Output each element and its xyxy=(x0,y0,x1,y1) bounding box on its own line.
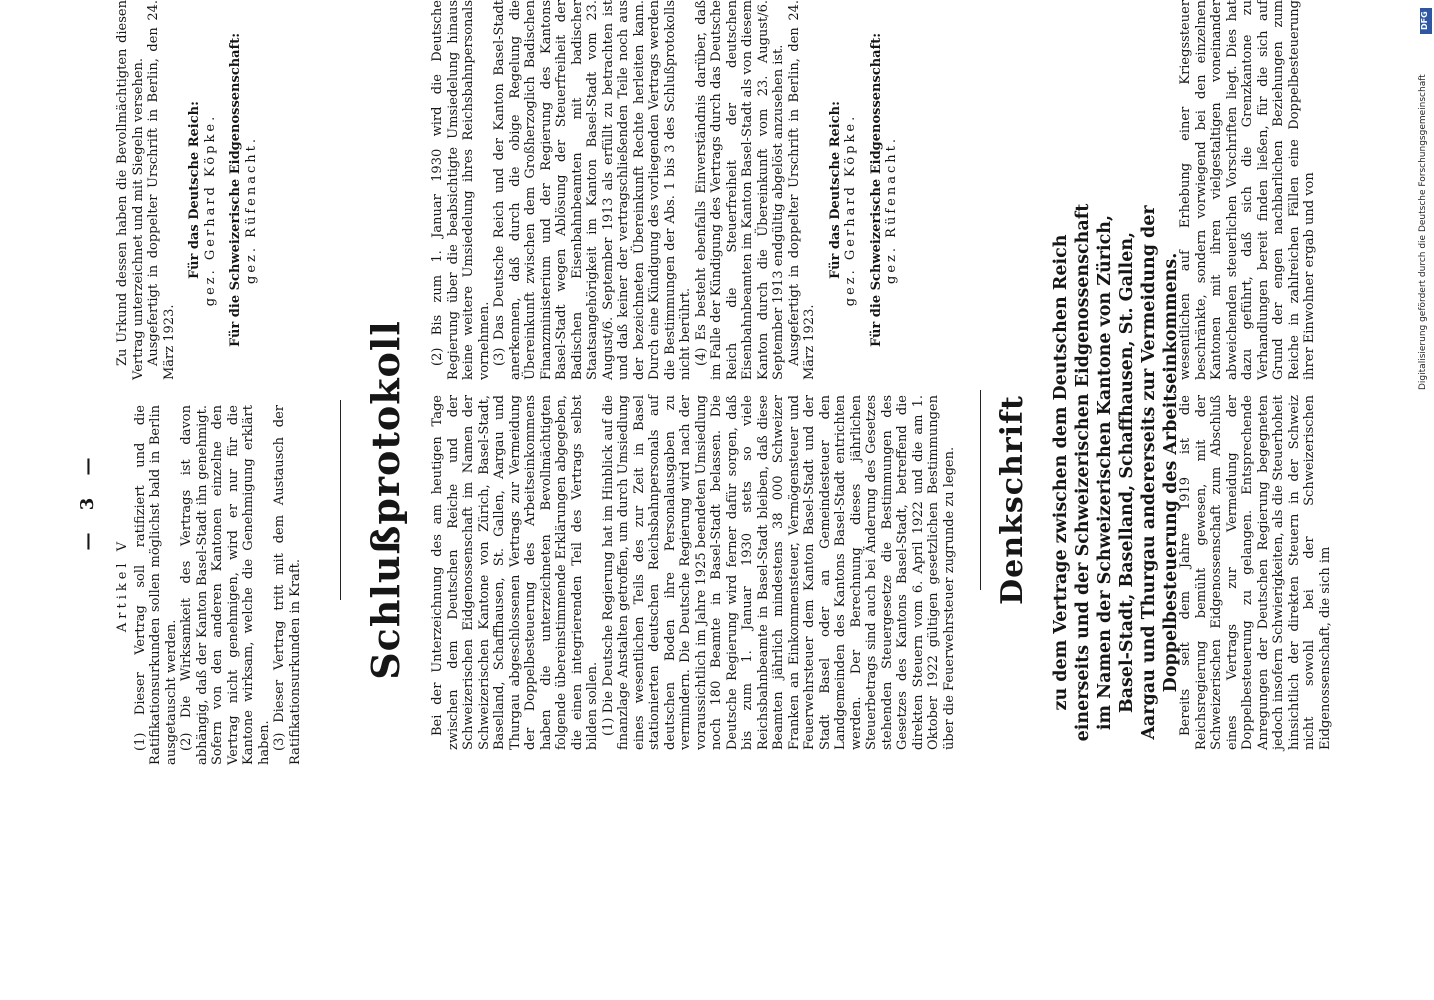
protocol-paragraph: (4) Es besteht ebenfalls Einverständnis darüber, daß im Falle der Kündigung des Vertrags durch das Deutsche Reich die Steuerfreiheit der deutschen Eisenbahnbeamten im Kanton Basel-Stadt als von diesem Kanton durch die Übereinkunft vom 23. August/6. September 1913 endgültig abgelöst anzusehen ist. xyxy=(693,0,786,380)
artikel-paragraph: (1) Dieser Vertrag soll ratifiziert und die Ratifikationsurkunden sollen möglichst bald in Berlin ausgetauscht werden. xyxy=(132,405,179,765)
signatory-title: Für das Deutsche Reich: xyxy=(827,101,843,279)
urkund-text: Zu Urkund dessen haben die Bevollmächtigten diesen Vertrag unterzeichnet und mit Siegeln versehen. xyxy=(115,0,146,380)
artikel-paragraph: (3) Dieser Vertrag tritt mit dem Austausch der Ratifikationsurkunden in Kraft. xyxy=(272,405,303,765)
protocol-paragraph: (3) Das Deutsche Reich und der Kanton Basel-Stadt anerkennen, daß durch die obige Regelung die Übereinkunft zwischen dem Großherzoglich Badischen Finanzministerium und der Regierung des Kantons Basel-Stadt wegen Ablösung der Steuerfreiheit der Badischen Eisenbahnbeamten mit badischer Staatsangehörigkeit im Kanton Basel-Stadt vom 23. August/6. September 1913 als erfüllt zu betrachten ist und daß keiner der vertragschließenden Teile noch aus der bezeichneten Übereinkunft Rechte herleiten kann. Durch eine Kündigung des vorliegenden Vertrags werden die Bestimmungen der Abs. 1 bis 3 des Schlußprotokolls nicht berührt. xyxy=(492,0,693,380)
artikel-title: Artikel V xyxy=(115,537,130,633)
protocol-paragraph: (1) Die Deutsche Regierung hat im Hinblick auf die finanzlage Anstalten getroffen, um durch Umsiedlung eines wesentlichen Teils des zur Zeit in Basel stationierten deutschen Reichsbahnpersonals auf deutschen Boden ihre Personalausgaben zu vermindern. Die Deutsche Regierung wird nach der voraussichtlich im Jahre 1925 beendeten Umsiedlung noch 180 Beamte in Basel-Stadt belassen. Die Deutsche Regierung wird ferner dafür sorgen, daß bis zum 1. Januar 1930 stets so viele Reichsbahnbeamte in Basel-Stadt bleiben, daß diese Beamten jährlich mindestens 38 000 Schweizer Franken an Einkommensteuer, Vermögensteuer und Feuerwehrsteuer dem Kanton Basel-Stadt und der Stadt Basel oder an Gemeindesteuer den Landgemeinden des Kantons Basel-Stadt entrichten werden. Der Berechnung dieses jährlichen Steuerbetrags sind auch bei Änderung des Gesetzes stehenden Steuergesetze die Bestimmungen des Gesetzes des Kantons Basel-Stadt, betreffend die direkten Steuern vom 6. April 1922 und die am 1. Oktober 1922 gültigen gesetzlichen Bestimmungen über die Feuerwehrsteuer zugrunde zu legen. xyxy=(600,395,957,750)
dfg-logo-text: DFG xyxy=(1420,11,1429,30)
page-number: — 3 — xyxy=(77,449,98,551)
denkschrift-heading: zu dem Vertrage zwischen dem Deutschen Reich einerseits und der Schweizerischen Eidgenossenschaft im Namen der Schweizerischen Kantone von Zürich, Basel-Stadt, Baselland, Schaffhausen, St. Gallen, Aargau und Thurgau andererseits zur Vermeidung der Doppelbesteuerung des Arbeitseinkommens. xyxy=(1051,203,1181,742)
divider-rule xyxy=(340,400,341,600)
signatory-title: Für die Schweizerische Eidgenossenschaft: xyxy=(228,32,243,348)
signatory-name: gez. Gerhard Köpke. xyxy=(843,113,858,307)
divider-rule xyxy=(980,390,981,590)
signing-date: Ausgefertigt in doppelter Urschrift in Berlin, den 24. März 1923. xyxy=(146,0,177,380)
denkschrift-title: Denkschrift xyxy=(995,395,1030,605)
digitization-credit xyxy=(1418,40,1430,990)
signing-date: Ausgefertigt in doppelter Urschrift in Berlin, den 24. März 1923. xyxy=(786,0,817,380)
credit-text: Digitalisierung gefördert durch die Deutsche Forschungsgemeinschaft xyxy=(1418,74,1428,390)
denkschrift-right-column xyxy=(1178,0,1318,380)
artikel-v-block xyxy=(115,405,303,765)
denkschrift-paragraph: wesentlichen auf Erhebung einer Kriegssteuer beschränkte, sondern vorwiegend bei den einzelnen Kantonen mit ihren vielgestaltigen voneinander abweichenden steuerlichen Vorschriften liegt. Dies hat dazu geführt, daß sich die Grenzkantone zu Verhandlungen bereit finden ließen, für die sich auf Grund der engen nachbarlichen Beziehungen zum Reiche in zahlreichen Fällen eine Doppelbesteuerung ihrer Einwohner ergab und von xyxy=(1178,0,1317,380)
schlussprotokoll-title: Schlußprotokoll xyxy=(363,320,408,680)
denkschrift-left-column xyxy=(1178,395,1333,750)
schlussprotokoll-left-column xyxy=(430,395,957,750)
protocol-paragraph: Bei der Unterzeichnung des am heutigen Tage zwischen dem Deutschen Reiche und der Schweizerischen Eidgenossenschaft im Namen der Schweizerischen Kantone von Zürich, Basel-Stadt, Baselland, Schaffhausen, St. Gallen, Aargau und Thurgau abgeschlossenen Vertrags zur Vermeidung der Doppelbesteuerung des Arbeitseinkommens haben die unterzeichneten Bevollmächtigten folgende übereinstimmende Erklärungen abgegeben, die einen integrierenden Teil des Vertrags selbst bilden sollen. xyxy=(430,395,600,750)
signatory-title: Für das Deutsche Reich: xyxy=(187,101,202,279)
signatory-name: gez. Gerhard Köpke. xyxy=(202,113,218,307)
schlussprotokoll-right-column xyxy=(430,0,900,380)
signatory-name: gez. Rüfenacht. xyxy=(243,136,259,284)
signatory-title: Für die Schweizerische Eidgenossenschaft: xyxy=(868,32,884,348)
artikel-paragraph: (2) Die Wirksamkeit des Vertrags ist davon abhängig, daß der Kanton Basel-Stadt ihn genehmigt. Sofern von den anderen Kantonen einzelne den Vertrag nicht genehmigen, wird er nur für die Kantone wirksam, welche die Genehmigung erklärt haben. xyxy=(179,405,272,765)
urkund-block xyxy=(115,0,259,380)
protocol-paragraph: (2) Bis zum 1. Januar 1930 wird die Deutsche Regierung über die beabsichtigte Umsiedelung hinaus keine weitere Umsiedelung ihres Reichsbahnpersonals vornehmen. xyxy=(430,0,492,380)
signatory-name: gez. Rüfenacht. xyxy=(884,136,899,284)
denkschrift-paragraph: Bereits seit dem Jahre 1919 ist die Reichsregierung bemüht gewesen, mit der Schweizerischen Eidgenossenschaft zum Abschluß eines Vertrags zur Vermeidung der Doppelbesteuerung zu gelangen. Entsprechende Anregungen der Deutschen Regierung begegneten jedoch insofern Schwierigkeiten, als die Steuerhoheit hinsichtlich der direkten Steuern in der Schweiz nicht sowohl bei der Schweizerischen Eidgenossenschaft, die sich im xyxy=(1178,395,1333,750)
